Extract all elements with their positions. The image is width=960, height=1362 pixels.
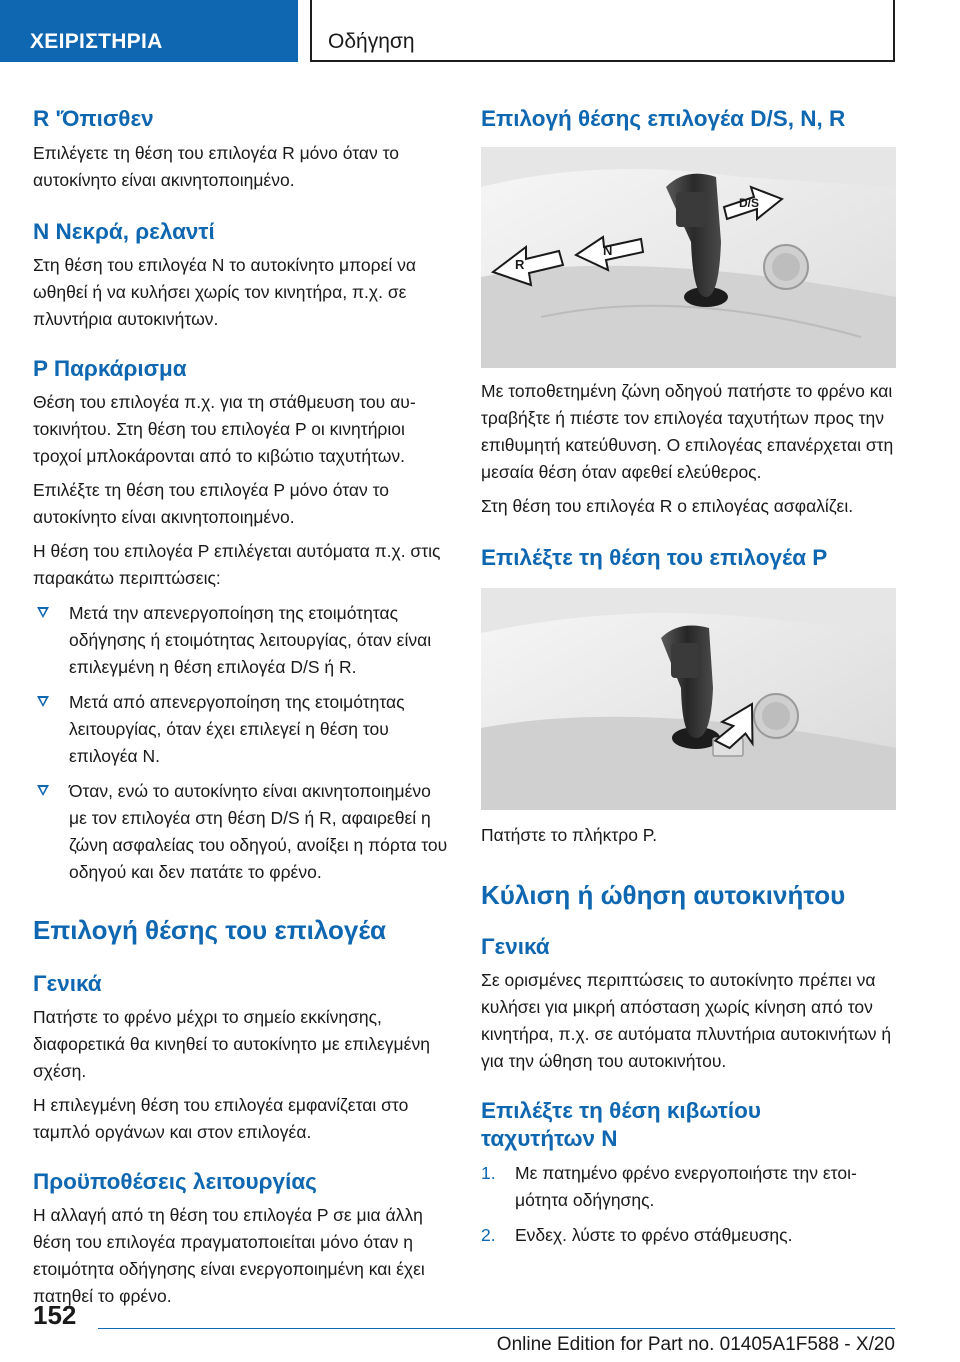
rolling-general-heading: Γενικά	[481, 934, 550, 959]
dsnr-heading: Επιλογή θέσης επιλογέα D/S, N, R	[481, 106, 846, 131]
auto-park-list	[33, 600, 451, 886]
list-item: 1. Με πατημένο φρένο ενεργοποιήστε την ετοιμότητα οδήγησης.	[481, 1163, 857, 1210]
label-ds: D/S	[739, 196, 760, 210]
park-button-drawing	[481, 588, 896, 810]
park-button-illustration	[481, 588, 896, 810]
footer-divider	[98, 1328, 895, 1329]
reverse-text: Επιλέγετε τη θέση του επιλογέα R μόνο όταν το αυτοκίνητο είναι ακινητοποιημένο.	[33, 143, 400, 190]
list-item: Μετά από απενεργοποίηση της ετοιμότητας λειτουργίας, όταν έχει επιλεγεί η θέση του επιλογέα N.	[33, 689, 451, 770]
list-item: 2. Ενδεχ. λύστε το φρένο στάθμευσης.	[481, 1225, 793, 1245]
label-n: N	[603, 243, 613, 258]
select-position-heading: Επιλογή θέσης του επιλογέα	[33, 915, 387, 945]
triangle-bullet-icon	[37, 785, 49, 796]
neutral-heading: N Νεκρά, ρελαντί	[33, 219, 215, 244]
reverse-heading: R 'Όπισθεν	[33, 106, 154, 131]
general-text-2: Η επιλεγμένη θέση του επιλογέα εμφανίζεται στο ταμπλό οργάνων και στον επιλογέα.	[33, 1095, 409, 1142]
prerequisites-text: Η αλλαγή από τη θέση του επιλογέα P σε μια άλλη θέση του επιλογέα πραγματοποιείται μόνο όταν η ετοιμότητα οδήγησης είναι ενεργοποιημένη και έχει πατηθεί το φρένο.	[33, 1205, 425, 1306]
park-text-3: Η θέση του επιλογέα P επιλέγεται αυτόματα π.χ. στις παρακάτω περιπτώσεις:	[33, 541, 441, 588]
triangle-bullet-icon	[37, 696, 49, 707]
gear-selector-illustration	[481, 147, 896, 368]
edition-info: Online Edition for Part no. 01405A1F588 - X/20	[496, 1334, 895, 1355]
list-item: Μετά την απενεργοποίηση της ετοιμότητας οδήγησης ή ετοιμότητας λειτουργίας, όταν είναι επιλεγμένη η θέση επιλογέα D/S ή R.	[33, 600, 451, 681]
p-text: Πατήστε το πλήκτρο P.	[481, 825, 658, 845]
prerequisites-heading: Προϋποθέσεις λειτουργίας	[33, 1169, 317, 1194]
gear-n-heading: Επιλέξτε τη θέση κιβωτίου ταχυτήτων N	[481, 1098, 761, 1151]
park-text-1: Θέση του επιλογέα π.χ. για τη στάθμευση του αυτοκινήτου. Στη θέση του επιλογέα P οι κινητήριοι τροχοί μπλοκάρονται από το κιβώτιο ταχυτήτων.	[33, 392, 416, 466]
triangle-bullet-icon	[37, 607, 49, 618]
dsnr-text-2: Στη θέση του επιλογέα R ο επιλογέας ασφαλίζει.	[481, 496, 854, 516]
park-heading: P Παρκάρισμα	[33, 356, 187, 381]
left-column	[33, 105, 451, 1310]
label-r: R	[515, 257, 525, 272]
gear-n-steps	[481, 1160, 896, 1249]
park-text-2: Επιλέξτε τη θέση του επιλογέα P μόνο όταν το αυτοκίνητο είναι ακινητοποιημένο.	[33, 480, 390, 527]
neutral-text: Στη θέση του επιλογέα N το αυτοκίνητο μπορεί να ωθηθεί ή να κυλήσει χωρίς τον κινητήρα, π.χ. σε πλυντήρια αυτοκινήτων.	[33, 255, 417, 329]
select-p-heading: Επιλέξτε τη θέση του επιλογέα P	[481, 545, 828, 570]
chapter-title: Οδήγηση	[312, 0, 895, 62]
rolling-text: Σε ορισμένες περιπτώσεις το αυτοκίνητο πρέπει να κυλήσει για μικρή απόσταση χωρίς κίνηση από τον κινητήρα, π.χ. σε αυτόματα πλυντήρια αυτοκινήτων ή για την ώθηση του αυτοκινήτου.	[481, 970, 892, 1071]
general-text-1: Πατήστε το φρένο μέχρι το σημείο εκκίνησης, διαφορετικά θα κινηθεί το αυτοκίνητο με επιλεγμένη σχέση.	[33, 1007, 430, 1081]
page-number: 152	[33, 1300, 77, 1330]
right-column	[481, 105, 896, 1249]
general-heading: Γενικά	[33, 971, 102, 996]
dsnr-text-1: Με τοποθετημένη ζώνη οδηγού πατήστε το φρένο και τραβήξτε ή πιέστε τον επιλογέα ταχυτήτων προς την επιθυμητή κατεύθυνση. Ο επιλογέας επανέρχεται στη μεσαία θέση όταν αφεθεί ελεύθερος.	[481, 381, 894, 482]
section-tab: ΧΕΙΡΙΣΤΗΡΙΑ	[0, 0, 298, 62]
list-item: Όταν, ενώ το αυτοκίνητο είναι ακινητοποιημένο με τον επιλογέα στη θέση D/S ή R, αφαιρεθεί η ζώνη ασφαλείας του οδηγού, ανοίξει η πόρτα του οδηγού και δεν πατάτε το φρένο.	[33, 778, 451, 886]
gear-selector-drawing	[481, 147, 896, 368]
rolling-heading: Κύλιση ή ώθηση αυτοκινήτου	[481, 880, 846, 910]
